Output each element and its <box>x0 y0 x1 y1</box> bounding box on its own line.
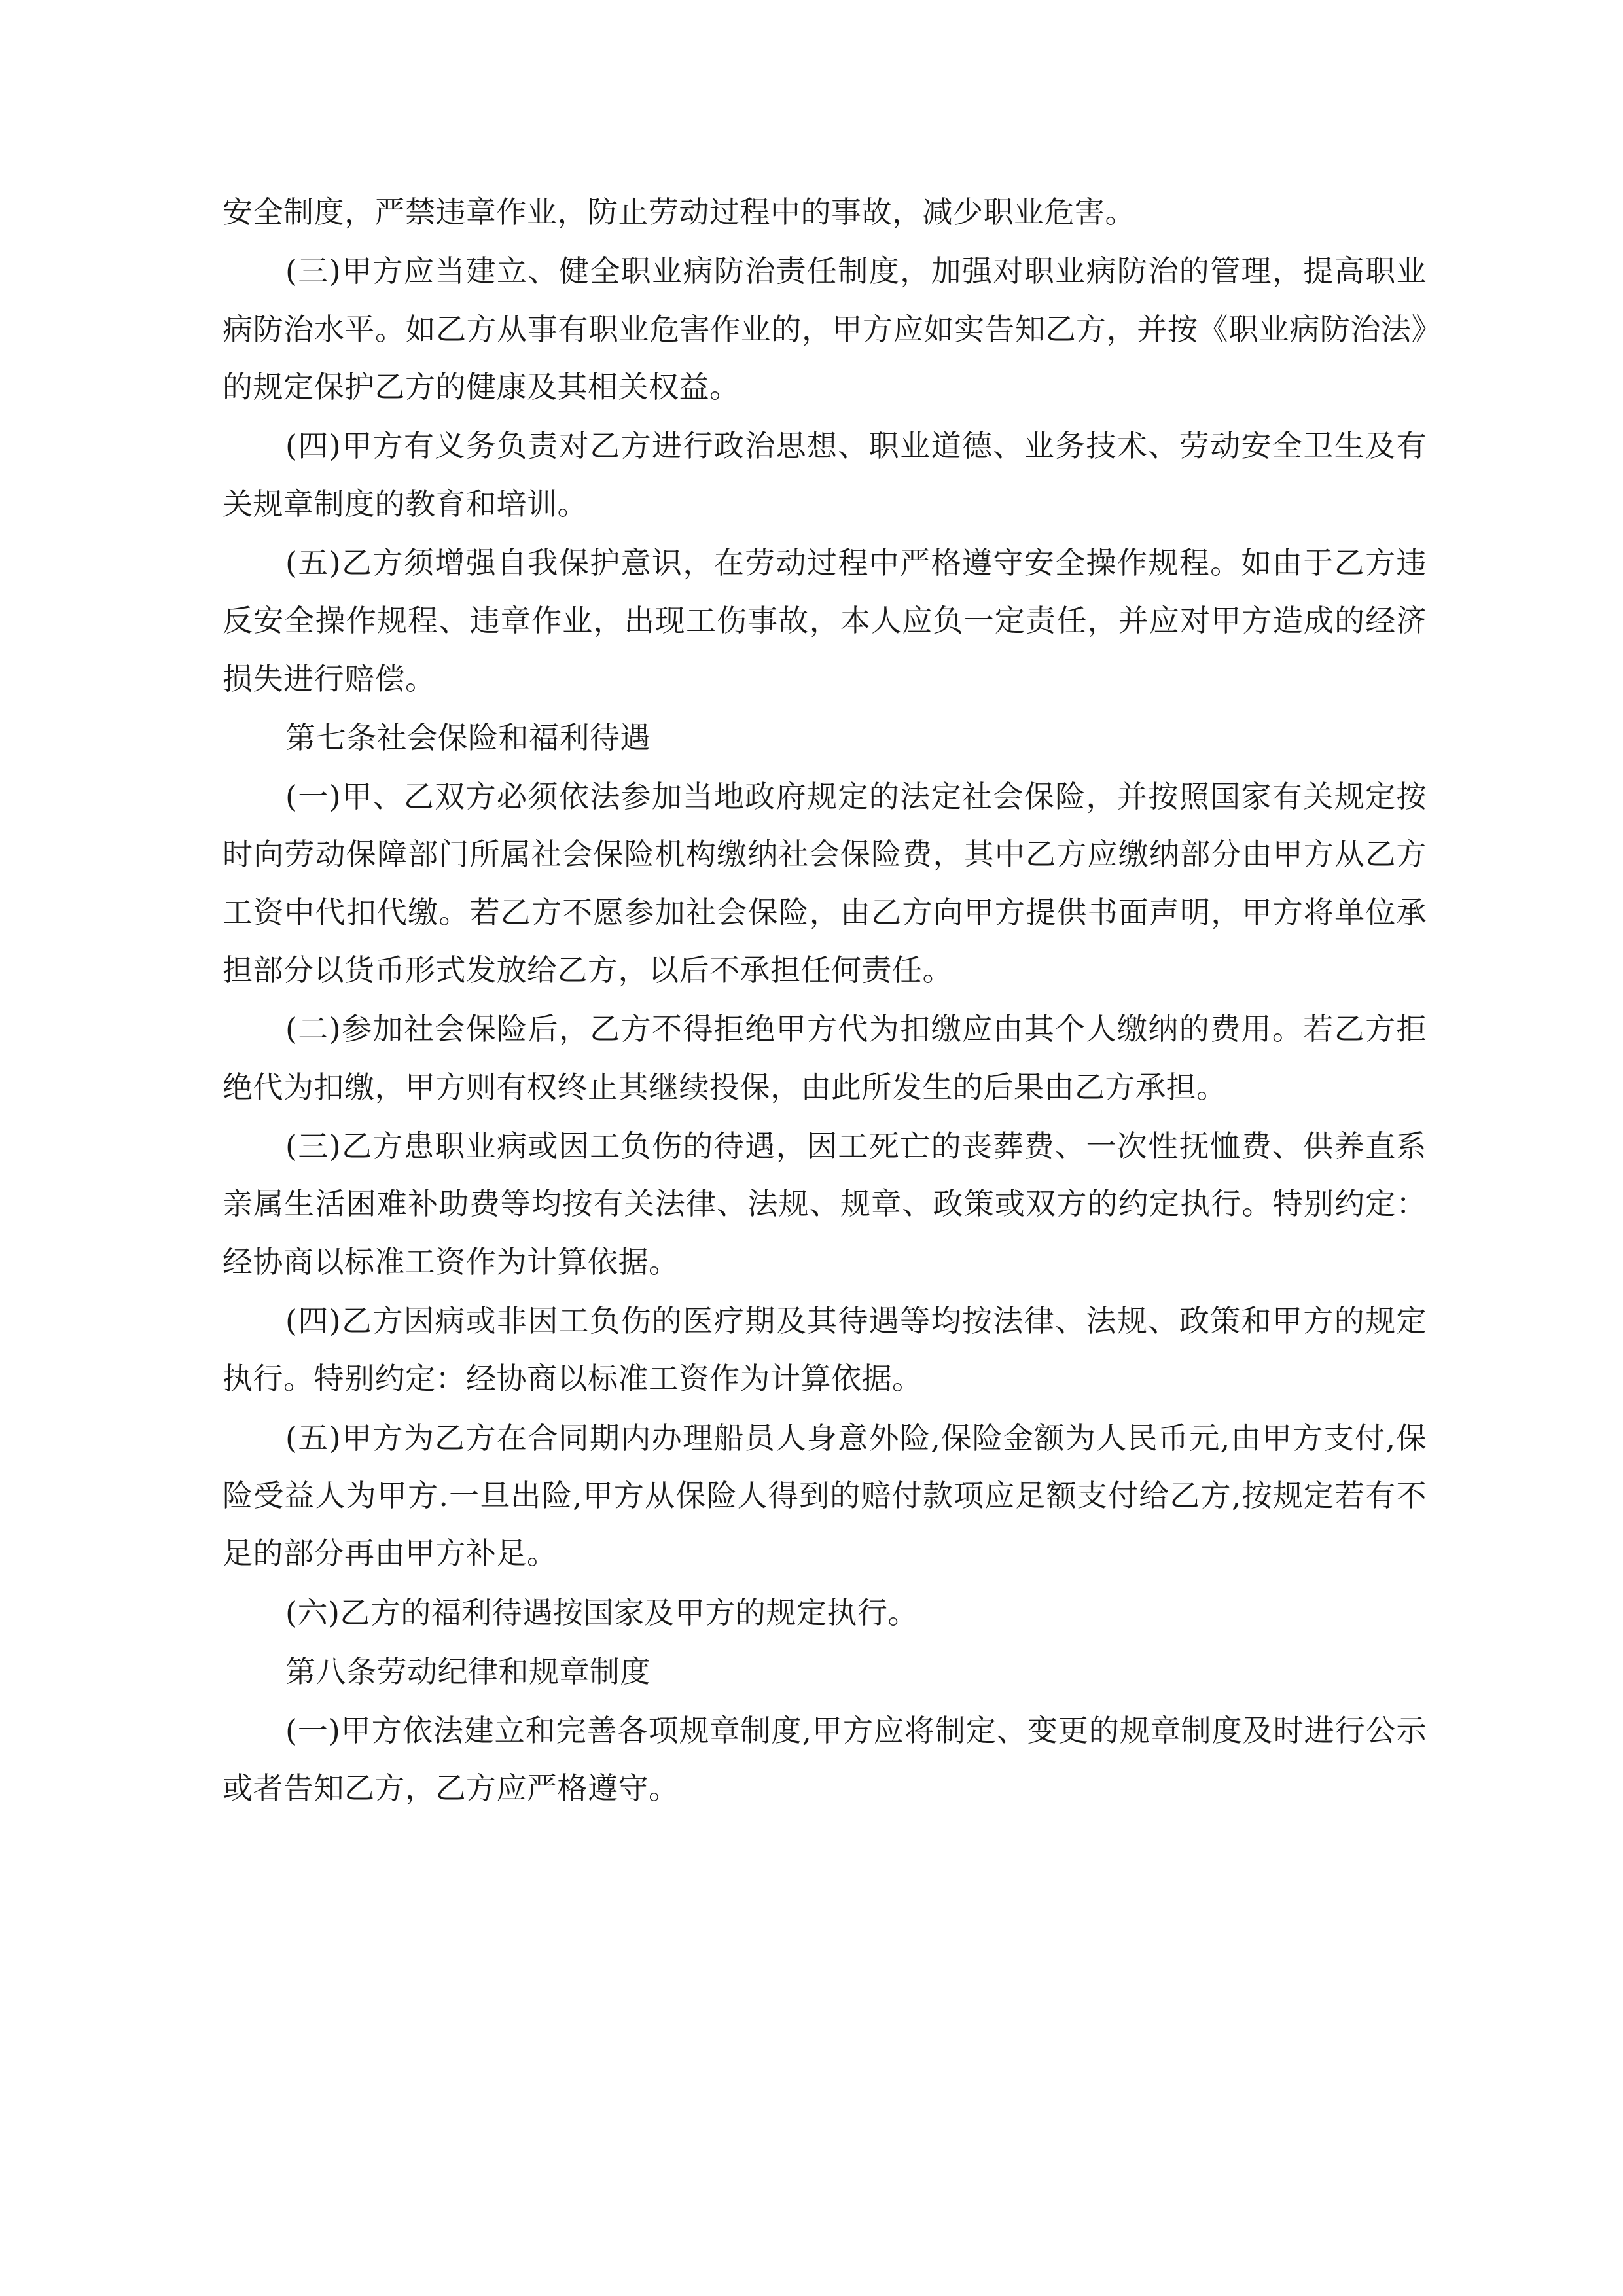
paragraph-continuation: 安全制度，严禁违章作业，防止劳动过程中的事故，减少职业危害。 <box>223 194 1135 230</box>
paragraph-article7-clause-4: (四)乙方因病或非因工负伤的医疗期及其待遇等均按法律、法规、政策和甲方的规定执行。特别约定：经协商以标准工资作为计算依据。 <box>223 1302 1427 1397</box>
paragraph-article7-clause-3: (三)乙方患职业病或因工负伤的待遇，因工死亡的丧葬费、一次性抚恤费、供养直系亲属生活困难补助费等均按有关法律、法规、规章、政策或双方的约定执行。特别约定：经协商以标准工资作为计算依据。 <box>223 1128 1427 1280</box>
paragraph-article7-clause-1: (一)甲、乙双方必须依法参加当地政府规定的法定社会保险，并按照国家有关规定按时向劳动保障部门所属社会保险机构缴纳社会保险费，其中乙方应缴纳部分由甲方从乙方工资中代扣代缴。若乙方不愿参加社会保险，由乙方向甲方提供书面声明，甲方将单位承担部分以货币形式发放给乙方，以后不承担任何责任。 <box>223 779 1427 988</box>
paragraph-clause-4: (四)甲方有义务负责对乙方进行政治思想、职业道德、业务技术、劳动安全卫生及有关规章制度的教育和培训。 <box>223 428 1427 522</box>
paragraph-article7-clause-6: (六)乙方的福利待遇按国家及甲方的规定执行。 <box>285 1594 918 1630</box>
section-heading-article-7: 第七条社会保险和福利待遇 <box>285 719 651 755</box>
paragraph-clause-3: (三)甲方应当建立、健全职业病防治责任制度，加强对职业病防治的管理，提高职业病防治水平。如乙方从事有职业危害作业的，甲方应如实告知乙方，并按《职业病防治法》的规定保护乙方的健康及其相关权益。 <box>223 253 1427 404</box>
paragraph-article7-clause-5: (五)甲方为乙方在合同期内办理船员人身意外险,保险金额为人民币元,由甲方支付,保险受益人为甲方.一旦出险,甲方从保险人得到的赔付款项应足额支付给乙方,按规定若有不足的部分再由甲方补足。 <box>223 1420 1427 1571</box>
paragraph-clause-5: (五)乙方须增强自我保护意识，在劳动过程中严格遵守安全操作规程。如由于乙方违反安全操作规程、违章作业，出现工伤事故，本人应负一定责任，并应对甲方造成的经济损失进行赔偿。 <box>223 545 1427 696</box>
paragraph-article7-clause-2: (二)参加社会保险后，乙方不得拒绝甲方代为扣缴应由其个人缴纳的费用。若乙方拒绝代为扣缴，甲方则有权终止其继续投保，由此所发生的后果由乙方承担。 <box>223 1011 1427 1105</box>
section-heading-article-8: 第八条劳动纪律和规章制度 <box>285 1653 651 1689</box>
paragraph-article8-clause-1: (一)甲方依法建立和完善各项规章制度,甲方应将制定、变更的规章制度及时进行公示或者告知乙方，乙方应严格遵守。 <box>223 1713 1427 1806</box>
document-body <box>223 183 1427 1818</box>
